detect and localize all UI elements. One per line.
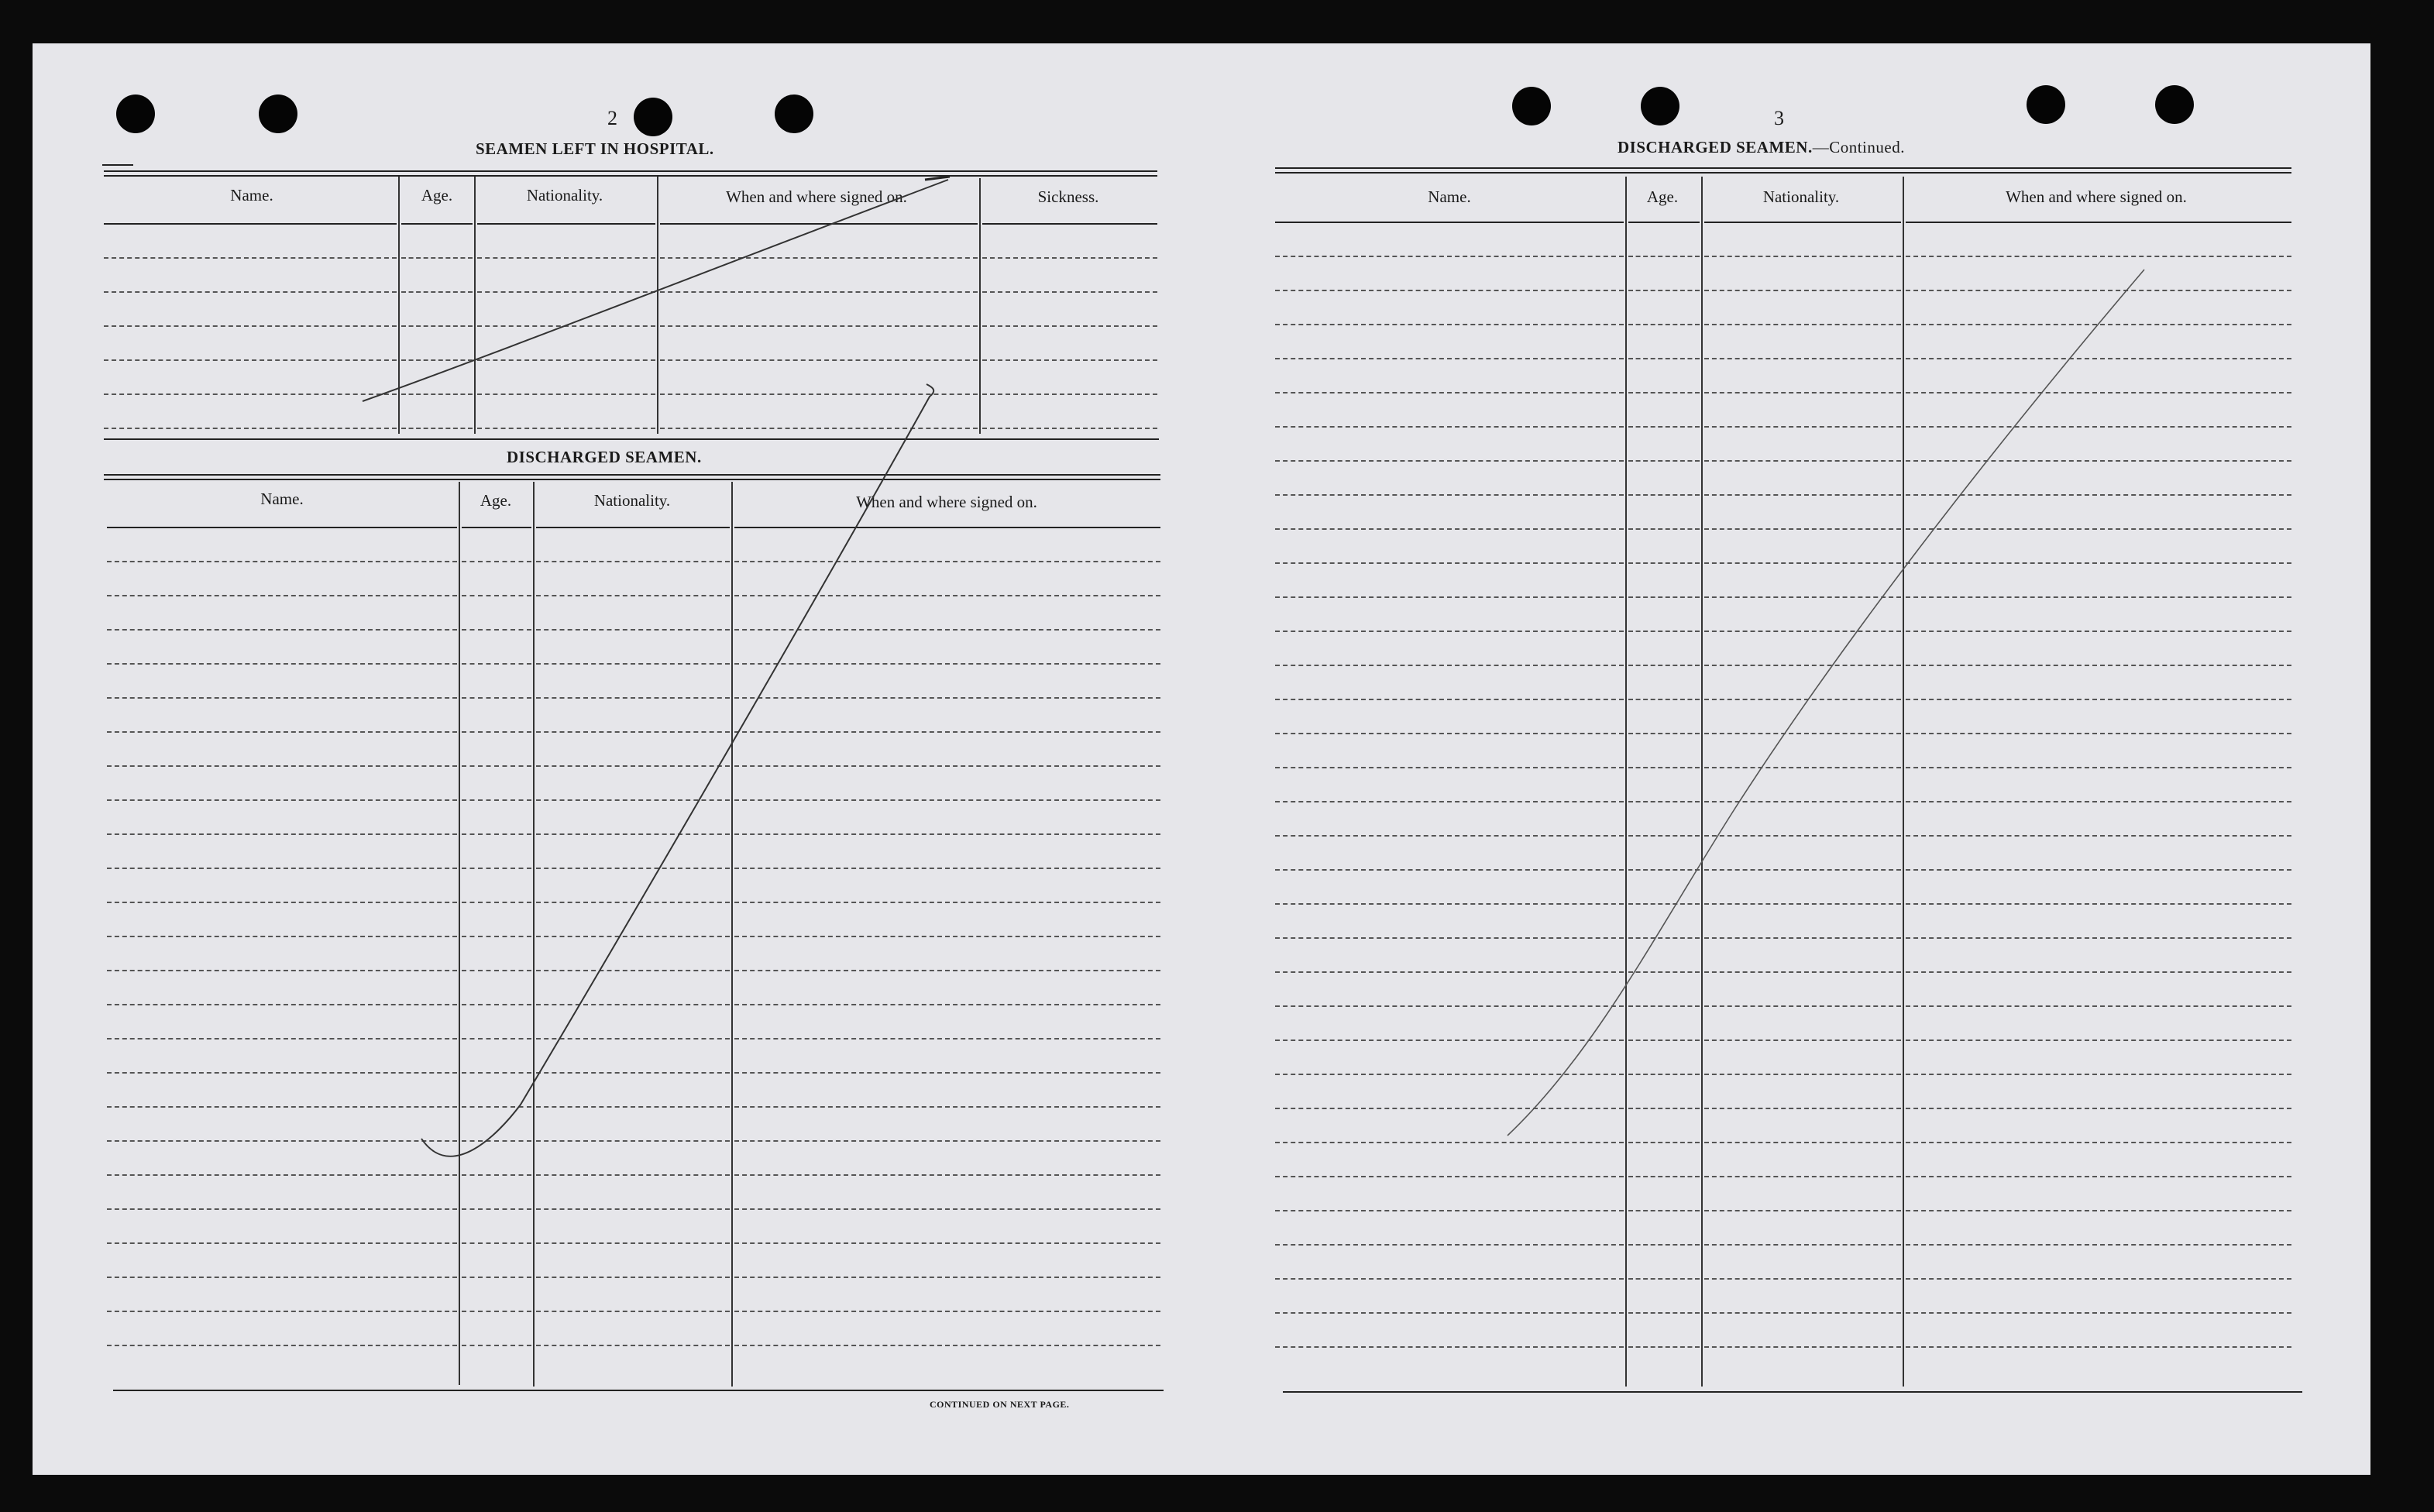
column-header-name: Name. xyxy=(1428,187,1471,206)
column-header-signed-on: When and where signed on. xyxy=(2006,187,2187,206)
title-text: DISCHARGED SEAMEN. xyxy=(1618,138,1813,156)
discharged-table-title: DISCHARGED SEAMEN. xyxy=(507,448,702,466)
pen-strike-marks xyxy=(1195,43,2370,1475)
left-page xyxy=(33,43,1148,1475)
ledger-sheet xyxy=(33,43,2370,1475)
title-suffix: —Continued. xyxy=(1812,138,1905,156)
hospital-table-title: SEAMEN LEFT IN HOSPITAL. xyxy=(476,139,714,158)
column-header-nationality: Nationality. xyxy=(526,186,603,204)
pen-stroke xyxy=(925,177,950,180)
page-number: 3 xyxy=(1774,107,1784,129)
pen-stroke xyxy=(421,384,933,1156)
column-header-age: Age. xyxy=(421,186,453,204)
column-header-nationality: Nationality. xyxy=(593,491,671,510)
continued-note: CONTINUED ON NEXT PAGE. xyxy=(930,1399,1070,1410)
column-header-name: Name. xyxy=(260,490,304,508)
column-header-age: Age. xyxy=(480,491,512,510)
column-header-age: Age. xyxy=(1646,187,1679,206)
right-page xyxy=(1195,43,2370,1475)
page-number: 2 xyxy=(607,107,617,129)
column-header-signed-on: When and where signed on. xyxy=(856,493,1037,511)
column-header-signed-on: When and where signed on. xyxy=(726,187,907,206)
column-header-sickness: Sickness. xyxy=(1037,187,1099,206)
pen-stroke xyxy=(363,180,948,401)
column-header-nationality: Nationality. xyxy=(1762,187,1840,206)
pen-strike-marks xyxy=(33,43,1148,1475)
pen-stroke xyxy=(1507,270,2144,1136)
column-header-name: Name. xyxy=(230,186,273,204)
